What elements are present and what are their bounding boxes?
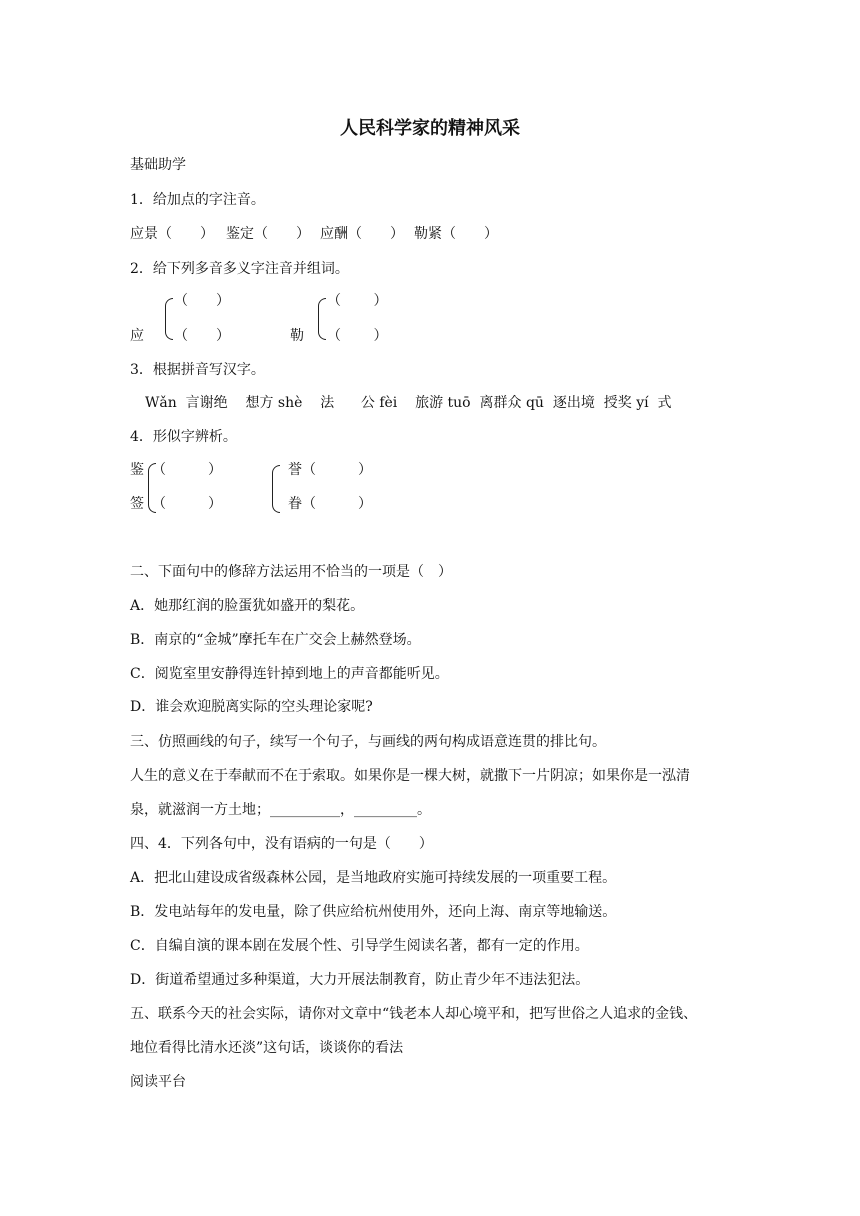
question-prompt-cont: 地位看得比清水还淡”这句话，谈谈你的看法 [130,1040,404,1056]
q2-char: 勒 [290,328,304,344]
option-b: B．南京的“金城”摩托车在广交会上赫然登场。 [130,632,421,648]
section-heading-basic: 基础助学 [130,157,186,173]
q1-item: 应景（ ） [130,226,214,242]
q1-item: 应酬（ ） [320,226,404,242]
q1-item: 鉴定（ ） [226,226,310,242]
q4-prompt: 4．形似字辨析。 [130,429,237,445]
q3-prompt: 3．根据拼音写汉字。 [130,362,265,378]
question-prompt: 四、4．下列各句中，没有语病的一句是（ ） [130,836,433,852]
option-a: A．把北山建设成省级森林公园，是当地政府实施可持续发展的一项重要工程。 [130,870,617,886]
q4-item: 眷（ ） [288,496,372,512]
option-b: B．发电站每年的发电量，除了供应给杭州使用外，还向上海、南京等地输送。 [130,904,617,920]
option-c: C．阅览室里安静得连针掉到地上的声音都能听见。 [130,666,449,682]
option-d: D．谁会欢迎脱离实际的空头理论家呢? [130,699,373,715]
passage-line: 人生的意义在于奉献而不在于索取。如果你是一棵大树，就撒下一片阴凉；如果你是一泓清 [130,768,690,784]
q4-char: 鉴 [130,462,144,478]
q2-slot: （ ） [174,293,230,309]
brace-shape [318,298,326,340]
section-heading-reading: 阅读平台 [130,1074,186,1090]
option-c: C．自编自演的课本剧在发展个性、引导学生阅读名著，都有一定的作用。 [130,938,589,954]
q2-prompt: 2．给下列多音多义字注音并组词。 [130,261,349,277]
q2-slot: （ ） [327,293,388,309]
brace-shape [165,298,173,340]
q1-item: 勒紧（ ） [414,226,498,242]
option-a: A．她那红润的脸蛋犹如盛开的梨花。 [130,598,365,614]
q3-pinyin-line: Wǎn 言谢绝 想方 shè 法 公 fèi 旅游 tuō 离群众 qū 逐出境 授奖 yí 式 [145,395,672,411]
q4-slot: （ ） [152,496,222,512]
brace-shape [272,465,280,513]
option-d: D．街道希望通过多种渠道，大力开展法制教育，防止青少年不违法犯法。 [130,972,590,988]
page-title: 人民科学家的精神风采 [340,118,520,139]
question-prompt: 二、下面句中的修辞方法运用不恰当的一项是（ ） [130,564,452,580]
q4-item: 誉（ ） [288,462,372,478]
question-prompt: 五、联系今天的社会实际，请你对文章中“钱老本人却心境平和，把写世俗之人追求的金钱、 [130,1006,698,1022]
q2-char: 应 [130,328,144,344]
passage-line: 泉，就滋润一方土地；__________，_________。 [130,802,431,818]
q2-slot: （ ） [327,328,388,344]
q2-slot: （ ） [174,328,230,344]
q1-prompt: 1．给加点的字注音。 [130,192,265,208]
q4-slot: （ ） [152,462,222,478]
question-prompt: 三、仿照画线的句子，续写一个句子，与画线的两句构成语意连贯的排比句。 [130,734,606,750]
q4-char: 签 [130,496,144,512]
